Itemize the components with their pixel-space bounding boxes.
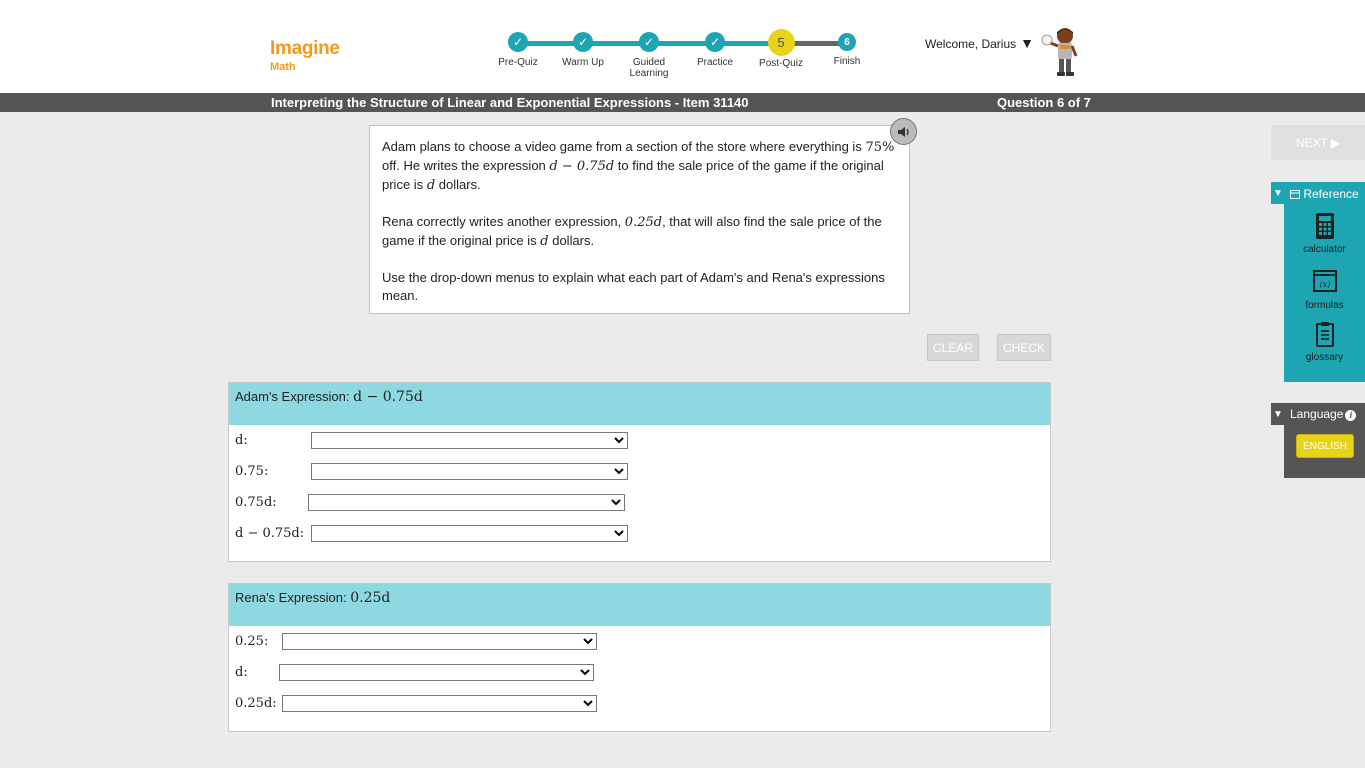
step-label: Finish [833, 56, 861, 67]
row-label: 0.75d: [235, 495, 277, 510]
step-label: Warm Up [562, 57, 604, 68]
reference-panel [1284, 182, 1365, 382]
calculator-tool[interactable] [1284, 212, 1365, 255]
adam-d-dropdown[interactable] [311, 432, 628, 449]
step-finish [812, 30, 882, 67]
rena-025-dropdown[interactable] [282, 633, 597, 650]
upcoming-step-marker: 6 [838, 33, 856, 51]
lesson-progress [480, 30, 880, 90]
row-label: 0.75: [235, 464, 269, 479]
user-menu[interactable] [925, 35, 1034, 51]
check-button[interactable]: CHECK [997, 334, 1051, 361]
row-label: d: [235, 665, 248, 680]
step-warm-up [548, 30, 618, 68]
avatar[interactable] [1040, 26, 1084, 78]
row-label: 0.25d: [235, 696, 277, 711]
adam-075-dropdown[interactable] [311, 463, 628, 480]
prompt-paragraph-3: Use the drop-down menus to explain what each part of Adam's and Rena's expressions mean. [382, 270, 885, 303]
rena-expression-header: Rena's Expression: 0.25d [229, 584, 1050, 626]
adam-row-075 [229, 458, 1050, 489]
adam-expression-panel [228, 382, 1051, 562]
prompt-paragraph-2: Rena correctly writes another expression, 0.25d, that will also find the sale price of the game if the original price is d dollars. [382, 214, 882, 249]
glossary-icon [1311, 320, 1339, 348]
adam-row-075d [229, 489, 1050, 520]
row-label: 0.25: [235, 634, 269, 649]
caret-down-icon: ▼ [1020, 35, 1034, 51]
language-collapse-toggle[interactable]: ▼ [1271, 403, 1285, 425]
adam-row-d [229, 427, 1050, 458]
info-icon[interactable]: i [1345, 410, 1356, 421]
row-label: d: [235, 433, 248, 448]
check-icon: ✓ [573, 32, 593, 52]
check-icon: ✓ [705, 32, 725, 52]
language-panel [1284, 403, 1365, 478]
formulas-icon [1311, 268, 1339, 296]
language-title: Language i [1290, 407, 1356, 421]
step-pre-quiz [483, 30, 553, 68]
adam-075d-dropdown[interactable] [308, 494, 625, 511]
adam-row-full [229, 520, 1050, 551]
step-label: Practice [696, 57, 734, 68]
audio-button[interactable] [890, 118, 917, 145]
step-label: Post-Quiz [759, 58, 803, 69]
logo-main: Imagine [270, 38, 340, 59]
row-label: d − 0.75d: [235, 526, 305, 541]
step-label: Guided Learning [629, 57, 669, 79]
imagine-math-logo [270, 38, 340, 73]
welcome-text: Welcome, Darius [925, 37, 1017, 51]
rena-expression-panel [228, 583, 1051, 732]
step-practice [680, 30, 750, 68]
step-label: Pre-Quiz [498, 57, 538, 68]
speaker-icon [897, 125, 911, 139]
rena-row-d [229, 659, 1050, 690]
rena-d-dropdown[interactable] [279, 664, 594, 681]
item-title: Interpreting the Structure of Linear and Exponential Expressions - Item 31140 [271, 95, 749, 110]
tool-label: formulas [1305, 300, 1344, 311]
check-icon: ✓ [508, 32, 528, 52]
rena-row-025 [229, 628, 1050, 659]
reference-title: Reference [1290, 187, 1359, 201]
clear-button[interactable]: CLEAR [927, 334, 979, 361]
question-prompt [369, 125, 910, 314]
item-title-bar [0, 93, 1365, 112]
reference-icon [1290, 190, 1300, 199]
tool-label: glossary [1305, 352, 1344, 363]
step-post-quiz [746, 30, 816, 69]
formulas-tool[interactable] [1284, 268, 1365, 311]
adam-expression-header: Adam's Expression: d − 0.75d [229, 383, 1050, 425]
rena-row-025d [229, 690, 1050, 721]
next-button[interactable]: NEXT ▶ [1271, 125, 1365, 160]
check-icon: ✓ [639, 32, 659, 52]
adam-full-dropdown[interactable] [311, 525, 628, 542]
header [0, 0, 1365, 93]
reference-collapse-toggle[interactable]: ▼ [1271, 182, 1285, 204]
current-step-marker: 5 [768, 29, 795, 56]
english-language-button[interactable]: ENGLISH [1296, 434, 1354, 458]
question-counter: Question 6 of 7 [997, 95, 1091, 110]
tool-label: calculator [1303, 244, 1346, 255]
rena-025d-dropdown[interactable] [282, 695, 597, 712]
prompt-paragraph-1: Adam plans to choose a video game from a section of the store where everything is 75% off. He writes the expression d − 0.75d to find the sale price of the game if the original price is d dollars. [382, 139, 895, 193]
logo-sub: Math [270, 61, 296, 73]
svg-text:(x): (x) [1319, 280, 1330, 289]
glossary-tool[interactable] [1284, 320, 1365, 363]
step-guided-learning [614, 30, 684, 79]
calculator-icon [1311, 212, 1339, 240]
